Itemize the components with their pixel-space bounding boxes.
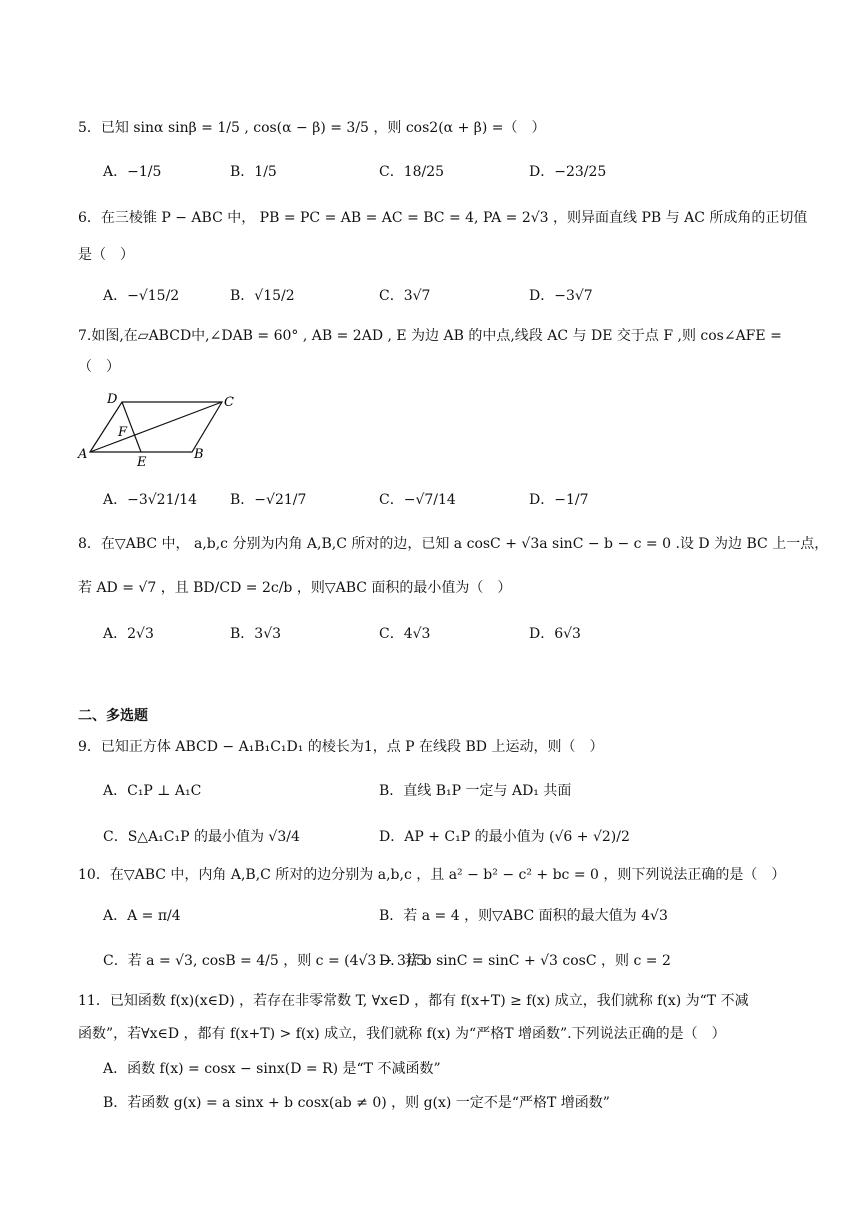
q10-stem: 10．在▽ABC 中，内角 A,B,C 所对的边分别为 a,b,c ，且 a² − b² − c² + bc = 0 ，则下列说法正确的是（ ） [78,867,786,883]
q11-option-a: A．函数 f(x) = cosx − sinx(D = R) 是“T 不减函数” [103,1061,441,1077]
q9-option-b: B．直线 B₁P 一定与 AD₁ 共面 [379,783,572,799]
q9-option-c: C．S△A₁C₁P 的最小值为 √3/4 [103,829,300,845]
section-heading: 二、多选题 [78,708,148,724]
parallelogram-figure [76,390,246,470]
q10-option-b: B．若 a = 4 ，则▽ABC 面积的最大值为 4√3 [379,908,668,924]
q6-option-b: B．√15/2 [230,288,295,304]
q5-stem: 5．已知 sinα sinβ = 1/5 , cos(α − β) = 3/5 ，则 cos2(α + β) =（ ） [78,120,546,136]
q7-stem-cont: （ ） [78,359,120,375]
q8-option-b: B．3√3 [230,626,282,642]
q10-option-d: D．若 b sinC = sinC + √3 cosC ，则 c = 2 [379,953,671,969]
q6-option-a: A．−√15/2 [103,288,180,304]
q11-stem-cont: 函数”，若∀x∈D ，都有 f(x+T) > f(x) 成立，我们就称 f(x) 为“严格T 增函数”.下列说法正确的是（ ） [78,1026,726,1042]
q10-option-c: C．若 a = √3, cosB = 4/5 ，则 c = (4√3 − 3)/5 [103,953,425,969]
q6-stem-cont: 是（ ） [78,247,134,263]
q11-stem: 11．已知函数 f(x)(x∈D) ，若存在非零常数 T, ∀x∈D ，都有 f(x+T) ≥ f(x) 成立，我们就称 f(x) 为“T 不减 [78,993,749,1009]
q9-stem: 9．已知正方体 ABCD − A₁B₁C₁D₁ 的棱长为1，点 P 在线段 BD 上运动，则（ ） [78,739,604,755]
q8-stem-cont: 若 AD = √7 ，且 BD/CD = 2c/b ，则▽ABC 面积的最小值为（ ） [78,580,512,596]
label-e: E [137,455,147,470]
q8-option-a: A．2√3 [103,626,154,642]
segment-ac [90,402,222,452]
q6-option-c: C．3√7 [379,288,431,304]
q9-option-d: D．AP + C₁P 的最小值为 (√6 + √2)/2 [379,829,630,845]
q8-option-c: C．4√3 [379,626,431,642]
q9-option-a: A．C₁P ⊥ A₁C [103,783,202,799]
label-a: A [78,447,88,462]
q5-option-c: C．18/25 [379,164,445,180]
q7-option-a: A．−3√21/14 [103,492,198,508]
q7-option-c: C．−√7/14 [379,492,456,508]
q7-stem: 7.如图,在▱ABCD中,∠DAB = 60° , AB = 2AD , E 为边 AB 的中点,线段 AC 与 DE 交于点 F ,则 cos∠AFE = [78,328,782,344]
q7-option-b: B．−√21/7 [230,492,307,508]
q7-option-d: D．−1/7 [529,492,589,508]
q5-option-d: D．−23/25 [529,164,607,180]
label-f: F [118,425,128,440]
q8-stem: 8．在▽ABC 中， a,b,c 分别为内角 A,B,C 所对的边，已知 a cosC + √3a sinC − b − c = 0 .设 D 为边 BC 上一点， [78,536,829,552]
q5-option-b: B．1/5 [230,164,277,180]
q6-option-d: D．−3√7 [529,288,593,304]
label-c: C [224,395,234,410]
label-d: D [107,392,118,407]
q6-stem: 6．在三棱锥 P − ABC 中， PB = PC = AB = AC = BC = 4, PA = 2√3 ，则异面直线 PB 与 AC 所成角的正切值 [78,210,808,226]
q11-option-b: B．若函数 g(x) = a sinx + b cosx(ab ≠ 0) ，则 g(x) 一定不是“严格T 增函数” [103,1095,610,1111]
q8-option-d: D．6√3 [529,626,581,642]
label-b: B [194,447,204,462]
q10-option-a: A．A = π/4 [103,908,181,924]
q5-option-a: A．−1/5 [103,164,162,180]
